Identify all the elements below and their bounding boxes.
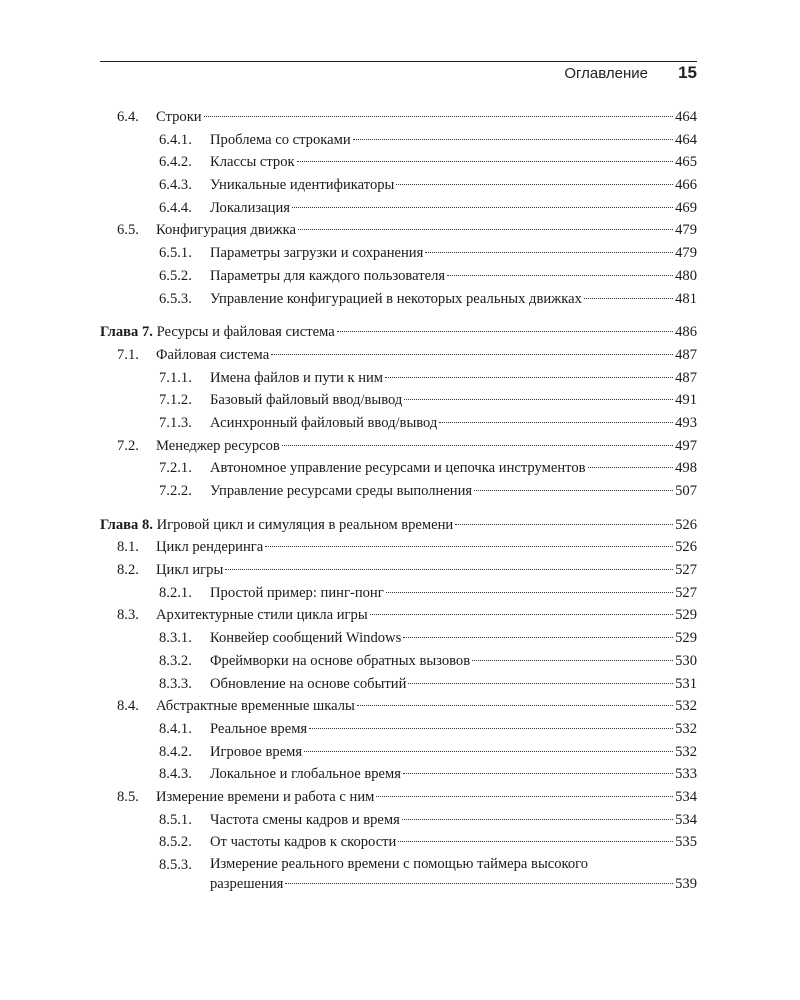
page-number: 15 bbox=[678, 63, 697, 82]
running-header-title: Оглавление bbox=[564, 65, 648, 82]
toc-entry-number: 7.1.2. bbox=[159, 392, 192, 409]
toc-entry-title: Игровое время bbox=[210, 743, 303, 760]
toc-chapter-label: Глава 7. bbox=[100, 324, 153, 341]
dot-leader bbox=[282, 445, 673, 446]
toc-entry bbox=[100, 219, 697, 242]
dot-leader bbox=[588, 467, 674, 468]
toc-entry bbox=[100, 106, 697, 129]
toc-entry-page: 486 bbox=[675, 324, 697, 341]
toc-entry-title: Измерение реального времени с помощью таймера высокого bbox=[210, 856, 589, 872]
toc-entry bbox=[100, 582, 697, 605]
toc-entry-page: 464 bbox=[675, 131, 697, 148]
toc-entry-title: Конвейер сообщений Windows bbox=[210, 630, 402, 647]
toc-entry-number: 8.5.2. bbox=[159, 834, 192, 851]
toc-entry-number: 6.4.1. bbox=[159, 131, 192, 148]
toc-entry-page: 532 bbox=[675, 743, 697, 760]
toc-entry-title: Абстрактные временные шкалы bbox=[156, 698, 355, 715]
toc-entry bbox=[100, 265, 697, 288]
toc-entry-title: Фреймворки на основе обратных вызовов bbox=[210, 652, 471, 669]
dot-leader bbox=[357, 705, 673, 706]
dot-leader bbox=[439, 422, 673, 423]
dot-leader bbox=[403, 773, 673, 774]
toc-entry bbox=[100, 627, 697, 650]
toc-entry-title: Базовый файловый ввод/вывод bbox=[210, 392, 403, 409]
toc-entry-number: 8.1. bbox=[117, 539, 139, 556]
toc-entry-title: Классы строк bbox=[210, 154, 295, 171]
toc-entry bbox=[100, 673, 697, 696]
toc-entry-page: 531 bbox=[675, 675, 697, 692]
toc-entry-number: 8.4.1. bbox=[159, 720, 192, 737]
toc-entry bbox=[100, 242, 697, 265]
dot-leader bbox=[403, 637, 673, 638]
toc-entry-page: 493 bbox=[675, 414, 697, 431]
toc-entry-title: Файловая система bbox=[156, 346, 270, 363]
toc-entry-title: Игровой цикл и симуляция в реальном времени bbox=[156, 516, 454, 533]
toc-entry-page: 491 bbox=[675, 392, 697, 409]
toc-entry-title: Обновление на основе событий bbox=[210, 675, 407, 692]
toc-entry bbox=[100, 559, 697, 582]
header-rule bbox=[100, 61, 697, 62]
toc-entry bbox=[100, 457, 697, 480]
toc-entry-title: Измерение времени и работа с ним bbox=[156, 788, 375, 805]
toc-entry bbox=[100, 786, 697, 809]
toc-entry-title: Параметры для каждого пользователя bbox=[210, 267, 446, 284]
toc-entry bbox=[100, 650, 697, 673]
toc-entry-title: Цикл рендеринга bbox=[156, 539, 264, 556]
toc-entry-number: 6.4.4. bbox=[159, 199, 192, 216]
toc-entry-page: 526 bbox=[675, 516, 697, 533]
toc-entry bbox=[100, 412, 697, 435]
toc-entry-number: 7.1.3. bbox=[159, 414, 192, 431]
toc-entry-title: Ресурсы и файловая система bbox=[156, 324, 335, 341]
toc-entry-page: 534 bbox=[675, 788, 697, 805]
toc-entry-title: Управление ресурсами среды выполнения bbox=[210, 483, 473, 499]
toc-entry bbox=[100, 174, 697, 197]
toc-entry-page: 497 bbox=[675, 437, 697, 454]
toc-entry-number: 7.2.1. bbox=[159, 460, 192, 477]
toc-entry-number: 6.4.2. bbox=[159, 154, 192, 171]
toc-entry-page: 533 bbox=[675, 766, 697, 783]
toc-entry-page: 529 bbox=[675, 607, 697, 624]
toc-entry-page: 535 bbox=[675, 834, 697, 851]
dot-leader bbox=[337, 331, 673, 332]
toc-entry-page: 469 bbox=[675, 199, 697, 216]
toc-entry-number: 6.5.1. bbox=[159, 245, 192, 262]
toc-entry bbox=[100, 151, 697, 174]
toc-entry-title: От частоты кадров к скорости bbox=[210, 834, 397, 851]
toc-entry bbox=[100, 480, 697, 503]
dot-leader bbox=[271, 354, 673, 355]
toc-entry-page: 487 bbox=[675, 369, 697, 386]
toc-entry-number: 8.4.2. bbox=[159, 743, 192, 760]
toc-entry bbox=[100, 389, 697, 412]
toc-entry bbox=[100, 344, 697, 367]
toc-entry-title: Асинхронный файловый ввод/вывод bbox=[210, 414, 438, 431]
toc-entry-title: Уникальные идентификаторы bbox=[210, 177, 395, 194]
toc-entry-page: 466 bbox=[675, 177, 697, 194]
toc-entry-number: 6.4.3. bbox=[159, 177, 192, 194]
table-of-contents bbox=[100, 106, 697, 896]
toc-entry-title: Автономное управление ресурсами и цепочка инструментов bbox=[210, 460, 586, 477]
toc-entry-number: 7.2. bbox=[117, 437, 139, 454]
dot-leader bbox=[474, 490, 673, 491]
dot-leader bbox=[455, 524, 673, 525]
toc-entry-page: 480 bbox=[675, 267, 697, 284]
dot-leader bbox=[404, 399, 673, 400]
toc-entry-number: 6.5. bbox=[117, 222, 139, 239]
toc-entry-page: 527 bbox=[675, 584, 697, 601]
toc-entry-page: 479 bbox=[675, 245, 697, 262]
dot-leader bbox=[304, 751, 673, 752]
toc-entry-page: 527 bbox=[675, 562, 697, 579]
toc-entry-page: 487 bbox=[675, 346, 697, 363]
toc-entry-page: 532 bbox=[675, 720, 697, 737]
dot-leader bbox=[297, 161, 673, 162]
toc-entry-number: 8.2.1. bbox=[159, 584, 192, 601]
toc-entry bbox=[100, 435, 697, 458]
toc-entry-title: Простой пример: пинг-понг bbox=[210, 584, 384, 601]
toc-entry-number: 8.3.3. bbox=[159, 675, 192, 692]
toc-entry-page: 465 bbox=[675, 154, 697, 171]
toc-entry-title: Конфигурация движка bbox=[156, 222, 296, 239]
dot-leader bbox=[285, 883, 673, 884]
toc-entry-title: Параметры загрузки и сохранения bbox=[210, 245, 424, 262]
toc-entry-title: Цикл игры bbox=[156, 562, 224, 579]
toc-entry-title: Частота смены кадров и время bbox=[210, 811, 400, 828]
toc-entry-title: разрешения bbox=[210, 876, 284, 892]
dot-leader bbox=[408, 683, 673, 684]
toc-entry-title: Управление конфигурацией в некоторых реальных движках bbox=[210, 290, 582, 307]
toc-chapter-label: Глава 8. bbox=[100, 516, 153, 533]
toc-entry-page: 532 bbox=[675, 698, 697, 715]
toc-entry bbox=[100, 831, 697, 854]
toc-entry bbox=[100, 695, 697, 718]
toc-entry-page: 507 bbox=[675, 483, 697, 499]
toc-entry-number: 8.3.1. bbox=[159, 630, 192, 647]
toc-entry-title: Проблема со строками bbox=[210, 131, 351, 148]
dot-leader bbox=[204, 116, 674, 117]
toc-entry-page: 464 bbox=[675, 109, 697, 125]
toc-entry bbox=[100, 854, 697, 896]
toc-entry-number: 8.5.1. bbox=[159, 811, 192, 828]
toc-entry-number: 7.2.2. bbox=[159, 483, 192, 499]
toc-entry bbox=[100, 129, 697, 152]
toc-entry-title: Локализация bbox=[210, 199, 290, 216]
toc-entry-page: 526 bbox=[675, 539, 697, 556]
toc-entry-page: 529 bbox=[675, 630, 697, 647]
toc-entry bbox=[100, 604, 697, 627]
toc-entry-title: Локальное и глобальное время bbox=[210, 766, 401, 783]
toc-entry bbox=[100, 718, 697, 741]
dot-leader bbox=[370, 614, 673, 615]
dot-leader bbox=[398, 841, 673, 842]
toc-entry bbox=[100, 741, 697, 764]
dot-leader bbox=[225, 569, 673, 570]
toc-entry-title: Архитектурные стили цикла игры bbox=[156, 607, 368, 624]
toc-entry-page: 530 bbox=[675, 652, 697, 669]
toc-entry bbox=[100, 288, 697, 311]
toc-entry bbox=[100, 763, 697, 786]
toc-entry-page: 539 bbox=[675, 876, 697, 892]
dot-leader bbox=[309, 728, 673, 729]
toc-entry bbox=[100, 367, 697, 390]
toc-entry-page: 479 bbox=[675, 222, 697, 239]
toc-entry-number: 6.4. bbox=[117, 109, 139, 125]
dot-leader bbox=[447, 275, 673, 276]
toc-entry-number: 8.2. bbox=[117, 562, 139, 579]
toc-entry-number: 8.4.3. bbox=[159, 766, 192, 783]
toc-entry-number: 8.3.2. bbox=[159, 652, 192, 669]
toc-entry-number: 8.4. bbox=[117, 698, 139, 715]
toc-entry-number: 7.1. bbox=[117, 346, 139, 363]
dot-leader bbox=[472, 660, 673, 661]
toc-entry-number: 8.3. bbox=[117, 607, 139, 624]
dot-leader bbox=[376, 796, 673, 797]
dot-leader bbox=[265, 546, 673, 547]
dot-leader bbox=[386, 592, 673, 593]
dot-leader bbox=[385, 377, 673, 378]
dot-leader bbox=[298, 229, 673, 230]
toc-entry-number: 6.5.3. bbox=[159, 290, 192, 307]
toc-entry bbox=[100, 197, 697, 220]
dot-leader bbox=[402, 819, 673, 820]
toc-entry-page: 481 bbox=[675, 290, 697, 307]
toc-entry-title: Имена файлов и пути к ним bbox=[210, 369, 384, 386]
toc-entry-page: 498 bbox=[675, 460, 697, 477]
toc-entry bbox=[100, 536, 697, 559]
toc-entry-number: 8.5.3. bbox=[159, 857, 192, 873]
dot-leader bbox=[425, 252, 673, 253]
toc-entry-title: Строки bbox=[156, 109, 202, 125]
dot-leader bbox=[292, 207, 673, 208]
toc-entry-number: 8.5. bbox=[117, 788, 139, 805]
dot-leader bbox=[584, 298, 673, 299]
toc-entry-page: 534 bbox=[675, 811, 697, 828]
dot-leader bbox=[396, 184, 673, 185]
toc-chapter-entry bbox=[100, 321, 697, 344]
toc-entry-title: Реальное время bbox=[210, 720, 308, 737]
toc-entry-number: 6.5.2. bbox=[159, 267, 192, 284]
toc-chapter-entry bbox=[100, 514, 697, 537]
dot-leader bbox=[353, 139, 673, 140]
toc-entry bbox=[100, 809, 697, 832]
toc-entry-title: Менеджер ресурсов bbox=[156, 437, 280, 454]
toc-entry-number: 7.1.1. bbox=[159, 369, 192, 386]
